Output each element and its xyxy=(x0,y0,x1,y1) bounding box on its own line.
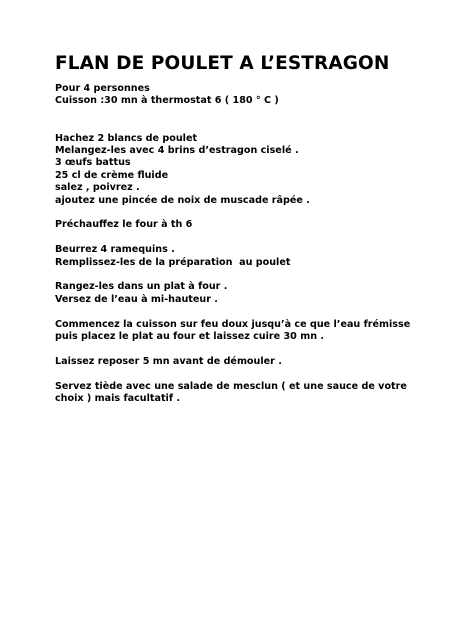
oven-dish-line: Rangez-les dans un plat à four . xyxy=(55,281,228,293)
spacer xyxy=(55,306,405,318)
ingredient-line: 25 cl de crème fluide xyxy=(55,169,169,181)
spacer xyxy=(55,368,405,380)
serving-line: Servez tiède avec une salade de mesclun ( et une sauce de votre xyxy=(55,380,407,392)
spacer xyxy=(55,343,405,355)
recipe-title: FLAN DE POULET A L’ESTRAGON xyxy=(55,53,390,74)
preheat-line: Préchauffez le four à th 6 xyxy=(55,219,193,231)
recipe-body xyxy=(55,83,411,405)
cooking-step-line: Commencez la cuisson sur feu doux jusqu’à ce que l’eau frémisse xyxy=(55,318,411,330)
ramekins-line: Remplissez-les de la préparation au poulet xyxy=(55,256,291,268)
rest-paragraph xyxy=(55,356,405,368)
ingredient-line: Hachez 2 blancs de poulet xyxy=(55,132,198,144)
rest-line: Laissez reposer 5 mn avant de démouler . xyxy=(55,355,282,367)
ingredient-line: 3 œufs battus xyxy=(55,157,131,169)
servings-text: Pour 4 personnes xyxy=(55,83,150,94)
recipe-header-info xyxy=(55,83,405,108)
cooking-step-line: puis placez le plat au four et laissez cuire 30 mn . xyxy=(55,331,325,343)
serving-paragraph xyxy=(55,381,405,406)
spacer xyxy=(55,207,405,219)
ramekins-line: Beurrez 4 ramequins . xyxy=(55,244,175,256)
ingredient-line: ajoutez une pincée de noix de muscade râpée . xyxy=(55,194,310,206)
spacer xyxy=(55,269,405,281)
cooking-steps-paragraph xyxy=(55,318,411,344)
oven-dish-paragraph xyxy=(55,281,405,306)
ingredient-line: Melangez-les avec 4 brins d’estragon ciselé . xyxy=(55,145,299,157)
serving-line: choix ) mais facultatif . xyxy=(55,393,181,405)
ingredient-line: salez , poivrez . xyxy=(55,182,140,194)
ramekins-paragraph xyxy=(55,244,405,269)
preheat-paragraph xyxy=(55,219,405,231)
oven-dish-line: Versez de l’eau à mi-hauteur . xyxy=(55,293,218,305)
ingredients-paragraph xyxy=(55,133,405,207)
spacer xyxy=(55,232,405,244)
spacer xyxy=(55,108,405,133)
cooking-time-text: Cuisson :30 mn à thermostat 6 ( 180 ° C ) xyxy=(55,95,279,107)
